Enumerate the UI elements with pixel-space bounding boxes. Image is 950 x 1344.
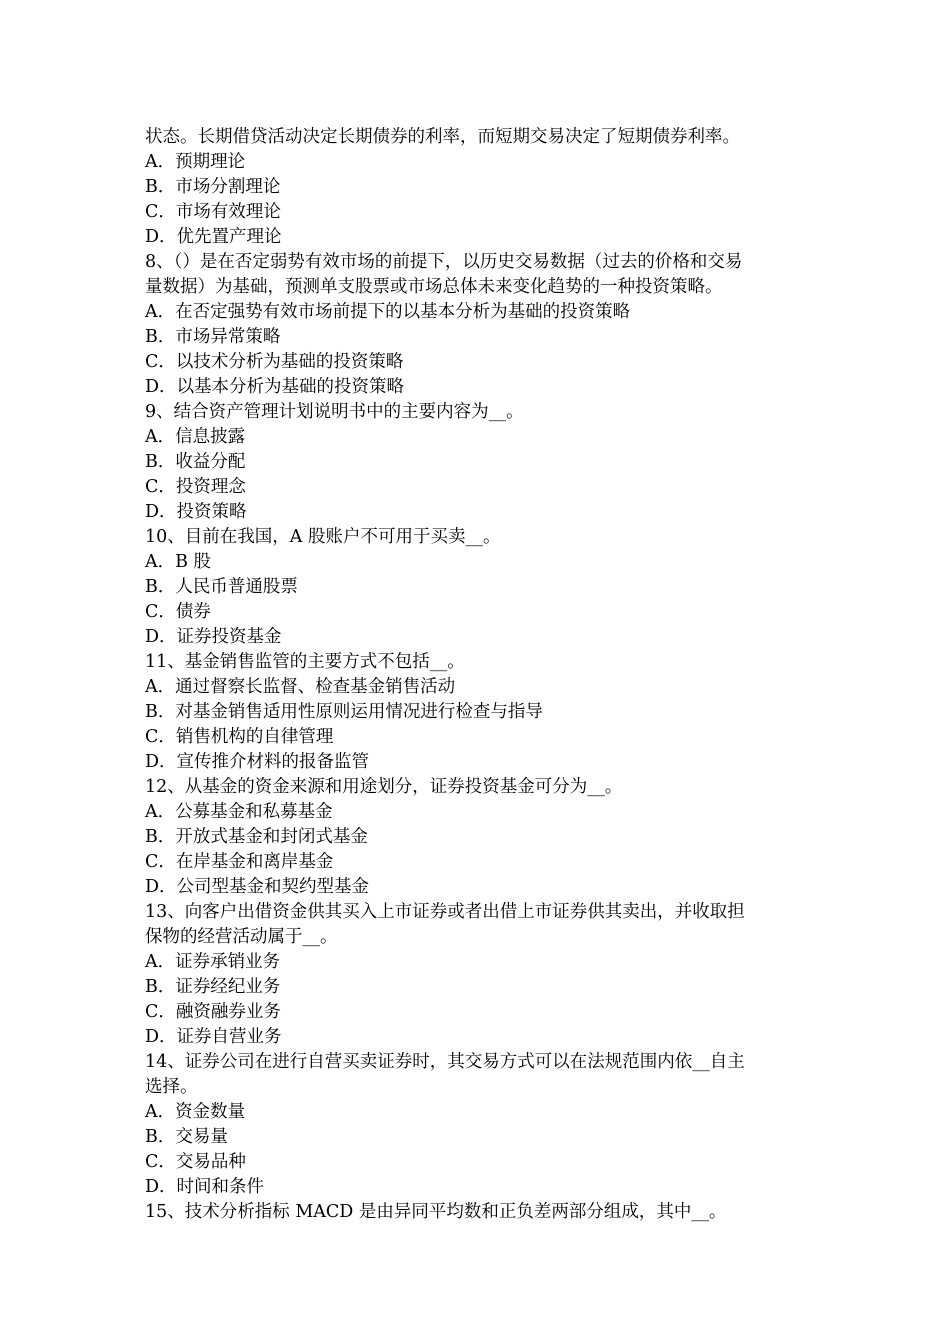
option-c: C．交易品种 — [145, 1152, 246, 1172]
question-text-line: 9、结合资产管理计划说明书中的主要内容为__。 — [145, 402, 524, 422]
question-text-line: 13、向客户出借资金供其买入上市证券或者出借上市证券供其卖出，并收取担 — [145, 902, 745, 922]
option-b: B．证券经纪业务 — [145, 977, 281, 997]
option-a: A．证券承销业务 — [145, 952, 281, 972]
option-d: D．优先置产理论 — [145, 227, 282, 247]
option-b: B．开放式基金和封闭式基金 — [145, 827, 368, 847]
option-c: C．债券 — [145, 602, 211, 622]
option-b: B．收益分配 — [145, 452, 246, 472]
question-9 — [145, 400, 815, 525]
option-c: C．投资理念 — [145, 477, 246, 497]
option-c: C．在岸基金和离岸基金 — [145, 852, 334, 872]
option-d: D．证券自营业务 — [145, 1027, 282, 1047]
option-a: A．B 股 — [145, 552, 212, 572]
option-b: B．市场分割理论 — [145, 177, 281, 197]
option-a: A．在否定强势有效市场前提下的以基本分析为基础的投资策略 — [145, 302, 631, 322]
question-text-line: 保物的经营活动属于__。 — [145, 927, 338, 947]
option-a: A．信息披露 — [145, 427, 246, 447]
option-b: B．对基金销售适用性原则运用情况进行检查与指导 — [145, 702, 543, 722]
option-d: D．宣传推介材料的报备监管 — [145, 752, 370, 772]
option-b: B．市场异常策略 — [145, 327, 281, 347]
option-d: D．以基本分析为基础的投资策略 — [145, 377, 405, 397]
question-8 — [145, 250, 815, 400]
option-d: D．时间和条件 — [145, 1177, 265, 1197]
question-text-line: 11、基金销售监管的主要方式不包括__。 — [145, 652, 465, 672]
option-d: D．投资策略 — [145, 502, 247, 522]
option-b: B．交易量 — [145, 1127, 228, 1147]
option-a: A．预期理论 — [145, 152, 246, 172]
question-11 — [145, 650, 815, 775]
intro-options — [145, 150, 815, 250]
question-text-line: 量数据）为基础，预测单支股票或市场总体未来变化趋势的一种投资策略。 — [145, 277, 723, 297]
question-13 — [145, 900, 815, 1050]
question-15 — [145, 1200, 815, 1225]
option-c: C．市场有效理论 — [145, 202, 281, 222]
question-text-line: 选择。 — [145, 1077, 198, 1097]
question-text-line: 8、（）是在否定弱势有效市场的前提下，以历史交易数据（过去的价格和交易 — [145, 252, 743, 272]
question-text-line: 10、目前在我国，A 股账户不可用于买卖__。 — [145, 527, 501, 547]
option-d: D．公司型基金和契约型基金 — [145, 877, 370, 897]
question-14 — [145, 1050, 815, 1200]
option-c: C．以技术分析为基础的投资策略 — [145, 352, 404, 372]
option-c: C．销售机构的自律管理 — [145, 727, 334, 747]
question-text-line: 14、证券公司在进行自营买卖证券时，其交易方式可以在法规范围内依__自主 — [145, 1052, 745, 1072]
option-b: B．人民币普通股票 — [145, 577, 298, 597]
question-10 — [145, 525, 815, 650]
option-a: A．公募基金和私募基金 — [145, 802, 333, 822]
option-a: A．通过督察长监督、检查基金销售活动 — [145, 677, 456, 697]
option-d: D．证券投资基金 — [145, 627, 282, 647]
question-12 — [145, 775, 815, 900]
question-text-line: 12、从基金的资金来源和用途划分，证券投资基金可分为__。 — [145, 777, 623, 797]
question-text-line: 15、技术分析指标 MACD 是由异同平均数和正负差两部分组成，其中__。 — [145, 1202, 727, 1222]
option-a: A．资金数量 — [145, 1102, 246, 1122]
option-c: C．融资融券业务 — [145, 1002, 281, 1022]
continued-text-line: 状态。长期借贷活动决定长期债券的利率，而短期交易决定了短期债券利率。 — [145, 127, 740, 147]
document-page — [145, 125, 815, 1225]
